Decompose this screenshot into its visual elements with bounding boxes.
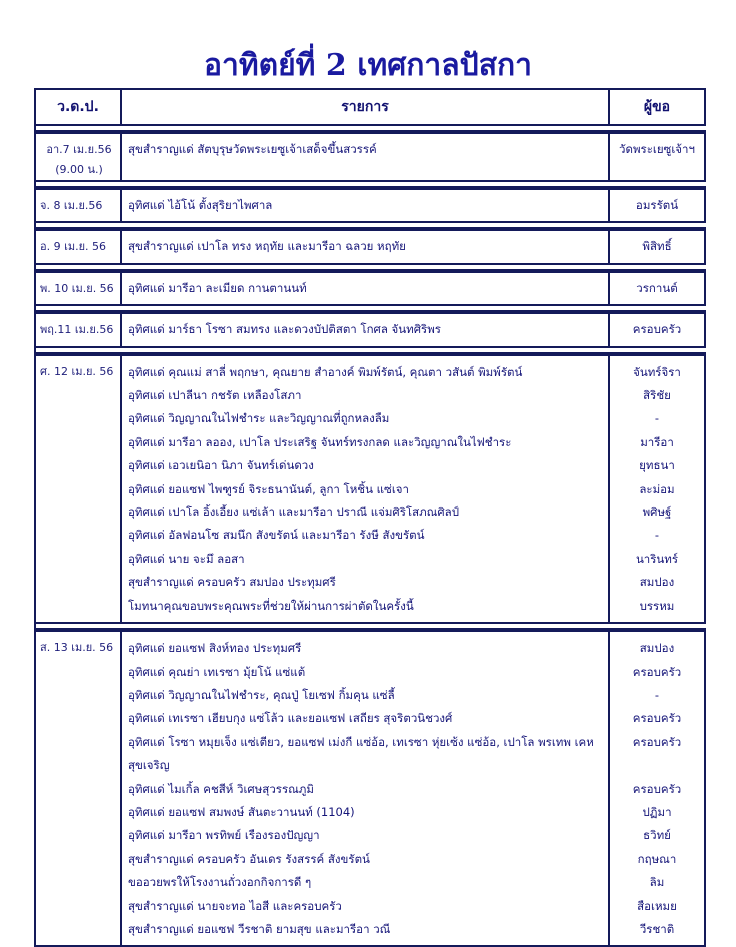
requester-cell <box>610 630 706 947</box>
requester-name: บรรหม <box>639 598 675 613</box>
table-row <box>34 271 706 306</box>
requester-name: สมปอง <box>639 641 675 656</box>
items-cell <box>122 132 610 182</box>
table-row <box>34 312 706 347</box>
date-text: พฤ.11 เม.ย.56 <box>40 323 114 337</box>
requester-name: วีรชาติ <box>639 921 675 936</box>
table-row <box>34 630 706 947</box>
requester-name: สิริชัย <box>643 388 671 403</box>
intention-text: อุทิศแด่ คุณแม่ สาลี่ พฤกษา, คุณยาย สำอางค์ พิมพ์รัตน์, คุณตา วสันต์ พิมพ์รัตน์ <box>128 364 523 379</box>
requester-name: - <box>654 411 660 426</box>
date-text: ศ. 12 เม.ย. 56 <box>40 364 114 378</box>
table-row <box>34 354 706 624</box>
items-cell <box>122 630 610 947</box>
table-row <box>34 188 706 223</box>
intention-text: สุขสำราญแด่ ครอบครัว สมปอง ประทุมศรี <box>128 575 336 590</box>
date-cell <box>34 188 122 223</box>
items-cell <box>122 354 610 624</box>
requester-name: พศิษฐ์ <box>642 505 672 520</box>
requester-name: ละม่อม <box>639 481 675 496</box>
intention-text: อุทิศแด่ วิญญาณในไฟชำระ และวิญญาณที่ถูกหลงลืม <box>128 411 390 426</box>
intention-text: อุทิศแด่ เทเรซา เฮียบกุง แซ่โล้ว และยอแซฟ เสถียร สุจริตวนิชวงศ์ <box>128 711 453 726</box>
intention-text: โมทนาคุณขอบพระคุณพระที่ช่วยให้ผ่านการผ่าตัดในครั้งนี้ <box>128 598 414 613</box>
date-text: อา.7 เม.ย.56 (9.00 น.) <box>46 143 112 176</box>
requester-name: จันทร์จิรา <box>633 364 681 379</box>
intention-text: อุทิศแด่ คุณย่า เทเรซา มุ้ยโน้ แซ่แต้ <box>128 664 306 679</box>
date-text: อ. 9 เม.ย. 56 <box>40 240 107 254</box>
header-item: รายการ <box>122 88 610 126</box>
intention-text: สุขสำราญแด่ ยอแซฟ วีรชาติ ยามสุข และมารีอา วณี <box>128 921 391 936</box>
date-cell <box>34 630 122 947</box>
requester-name: วัดพระเยซูเจ้าฯ <box>619 142 695 156</box>
requester-cell <box>610 271 706 306</box>
date-cell <box>34 132 122 182</box>
intention-text: อุทิศแด่ ยอแซฟ ไพฑูรย์ จิระธนานันต์, ลูกา โหชิ้น แซ่เจา <box>128 481 409 496</box>
requester-name: ครอบครัว <box>632 781 682 796</box>
table-row <box>34 229 706 264</box>
date-cell <box>34 354 122 624</box>
items-cell <box>122 271 610 306</box>
date-cell <box>34 312 122 347</box>
intention-text: อุทิศแด่ มาร์ธา โรซา สมทรง และดวงบัปติสตา โกศล จันทศิริพร <box>128 322 441 337</box>
intention-text: อุทิศแด่ มารีอา ละเมียด กานตานนท์ <box>128 280 307 295</box>
intention-text: อุทิศแด่ ไอ้โน้ ตั้งสุริยาไพศาล <box>128 198 273 212</box>
date-text: จ. 8 เม.ย.56 <box>40 199 103 212</box>
intention-text: อุทิศแด่ นาย จะมึ ลอสา <box>128 551 245 566</box>
requester-name: มารีอา <box>640 434 674 449</box>
requester-name: ยุทธนา <box>639 458 675 473</box>
requester-cell <box>610 188 706 223</box>
intention-text: อุทิศแด่ โรซา หมุยเจ็ง แซ่เตียว, ยอแซฟ เม่งกี แซ่อ้อ, เทเรซา หุ่ยเซ้ง แซ่อ้อ, เปาโล พรเทพ เคหสุขเจริญ <box>128 734 594 773</box>
intention-text: สุขสำราญแด่ นายจะทอ ไอสี และครอบครัว <box>128 898 342 913</box>
table-header-row <box>34 88 706 126</box>
items-cell <box>122 188 610 223</box>
date-cell <box>34 271 122 306</box>
requester-name: สมปอง <box>639 575 675 590</box>
date-text: พ. 10 เม.ย. 56 <box>40 281 114 295</box>
requester-name: ลิม <box>649 875 665 890</box>
intention-text: อุทิศแด่ มารีอา พรทิพย์ เรืองรองปัญญา <box>128 828 320 843</box>
requester-cell <box>610 132 706 182</box>
requester-name: ครอบครัว <box>632 711 682 726</box>
requester-name: ธวิทย์ <box>643 828 671 843</box>
intention-text: อุทิศแด่ อัลฟอนโซ สมนึก สังขรัตน์ และมารีอา รังษี สังขรัตน์ <box>128 528 425 543</box>
intention-text: อุทิศแด่ เอวเยนิอา นิภา จันทร์เด่นดวง <box>128 458 314 473</box>
requester-name: ครอบครัว <box>632 322 682 337</box>
intention-text: สุขสำราญแด่ ครอบครัว อันเดร รังสรรค์ สังขรัตน์ <box>128 851 370 866</box>
date-text: ส. 13 เม.ย. 56 <box>40 641 114 655</box>
intention-text: อุทิศแด่ มารีอา ลออง, เปาโล ประเสริฐ จันทร์ทรงกลด และวิญญาณในไฟชำระ <box>128 434 512 449</box>
date-cell <box>34 229 122 264</box>
mass-intention-table <box>34 88 706 947</box>
intention-text: อุทิศแด่ ไมเกิ้ล คชสีห์ วิเศษสุวรรณภูมิ <box>128 781 314 796</box>
requester-name: นารินทร์ <box>635 551 679 566</box>
table-row <box>34 132 706 182</box>
intention-text: อุทิศแด่ เปาโล อิ้งเอี้ยง แซ่เล้า และมารีอา ปราณี แจ่มศิริโสภณศิลป์ <box>128 505 459 520</box>
requester-name: - <box>654 687 660 702</box>
intention-text: สุขสำราญแด่ สัตบุรุษวัดพระเยซูเจ้าเสด็จขึ้นสวรรค์ <box>128 142 377 156</box>
intention-text: อุทิศแด่ วิญญาณในไฟชำระ, คุณปู่ โยเซฟ กิ้มคุน แซ่ลี้ <box>128 687 395 702</box>
intention-text: อุทิศแด่ เปาลีนา กชรัต เหลืองโสภา <box>128 388 302 403</box>
items-cell <box>122 229 610 264</box>
intention-text: อุทิศแด่ ยอแซฟ สิงห์ทอง ประทุมศรี <box>128 641 302 656</box>
requester-name: ครอบครัว <box>632 734 682 749</box>
intention-text: อุทิศแด่ ยอแซฟ สมพงษ์ สันตะวานนท์ (1104) <box>128 804 355 819</box>
requester-name: - <box>654 528 660 543</box>
requester-name: ปฏิมา <box>642 804 672 819</box>
page-title: อาทิตย์ที่ 2 เทศกาลปัสกา <box>203 48 533 83</box>
requester-name: วรกานต์ <box>636 280 678 295</box>
requester-cell <box>610 229 706 264</box>
requester-cell <box>610 312 706 347</box>
intention-text: สุขสำราญแด่ เปาโล ทรง หฤทัย และมารีอา ฉลวย หฤทัย <box>128 239 406 254</box>
items-cell <box>122 312 610 347</box>
header-date: ว.ด.ป. <box>34 88 122 126</box>
header-requester: ผู้ขอ <box>610 88 706 126</box>
requester-name: สือเหมย <box>637 898 677 913</box>
requester-name: กฤษณา <box>637 851 677 866</box>
intention-text: ขออวยพรให้โรงงานถั่วงอกกิจการดี ๆ <box>128 875 312 890</box>
requester-name: อมรรัตน์ <box>635 198 679 212</box>
requester-name: ครอบครัว <box>632 664 682 679</box>
requester-cell <box>610 354 706 624</box>
requester-name: พิสิทธิ์ <box>642 239 672 254</box>
